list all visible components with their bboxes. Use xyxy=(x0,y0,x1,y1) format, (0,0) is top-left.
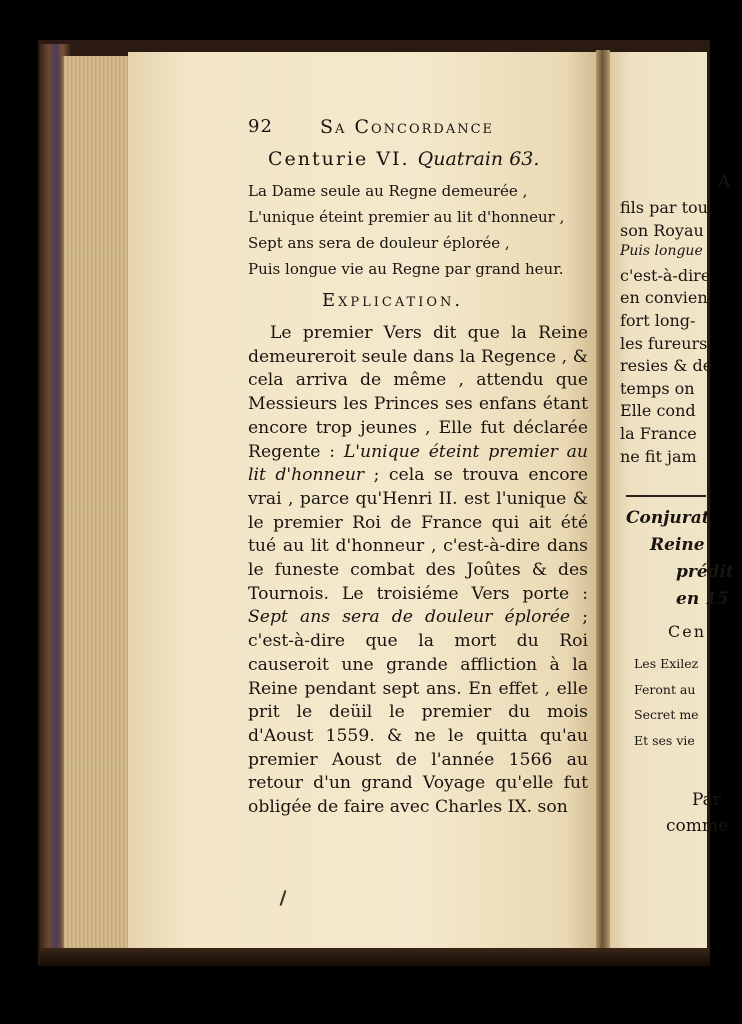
explication-paragraph xyxy=(248,322,588,820)
book-bottom-edge xyxy=(40,948,710,966)
verse-line-2: L'unique éteint premier au lit d'honneur , xyxy=(248,208,565,226)
page-block-edges xyxy=(62,56,136,951)
centurie-label: Centurie VI. xyxy=(268,148,410,170)
right-title-line: Reine xyxy=(650,535,705,555)
right-text-line: resies & de xyxy=(620,356,713,376)
explication-heading: Explication. xyxy=(322,290,464,311)
paragraph-quote-2: Sept ans sera de douleur éplorée xyxy=(248,607,571,628)
right-par-fragment: Par xyxy=(692,790,721,810)
right-text-line: Elle cond xyxy=(620,401,696,421)
book-gutter xyxy=(596,50,610,952)
page-number: 92 xyxy=(248,116,273,137)
verse-line-4: Puis longue vie au Regne par grand heur. xyxy=(248,260,564,278)
right-title-line: prédit xyxy=(676,562,734,582)
right-text-line: Puis longue xyxy=(620,243,703,260)
right-title-line: en 15 xyxy=(676,589,729,609)
centurie-heading xyxy=(268,148,588,170)
right-centurie-fragment: Cen xyxy=(668,622,707,641)
verse-line-1: La Dame seule au Regne demeurée , xyxy=(248,182,528,200)
right-rule xyxy=(626,495,706,497)
paragraph-text-1: Le premier Vers dit que la Reine demeureroit seule dans la Regence , & cela arriva de même , attendu que Messieurs les Princes ses enfans étant encore trop jeunes , Elle fut déclarée Regente : xyxy=(248,323,588,462)
right-text-line: en convien xyxy=(620,288,708,308)
right-text-line: les fureurs xyxy=(620,333,708,353)
right-page xyxy=(606,52,734,950)
right-text-line: c'est-à-dire xyxy=(620,265,711,285)
paragraph-quote-1: L'unique éteint premier au lit d'honneur xyxy=(248,441,588,486)
running-header xyxy=(248,112,588,142)
right-text-line: fort long- xyxy=(620,311,696,330)
right-text-line: ne fit jam xyxy=(620,446,697,466)
right-text-line: la France xyxy=(620,424,697,443)
right-text-line: son Royau xyxy=(620,220,704,240)
verse-line-3: Sept ans sera de douleur éplorée , xyxy=(248,234,510,252)
paragraph-text-3: ; c'est-à-dire que la mort du Roi causeroit une grande affliction à la Reine pendant sept ans. En effet , elle prit le deüil le premier du mois d'Aoust 1559. & ne le quitta qu'au premier Aoust de l'année 1566 au retour d'un grand Voyage qu'elle fut obligée de faire avec Charles IX. son xyxy=(248,607,588,818)
right-comme-fragment: comme xyxy=(666,816,729,836)
running-title: Sa Concordance xyxy=(320,116,495,138)
right-header-fragment: A xyxy=(718,172,731,192)
right-text-line: fils par tou xyxy=(620,198,708,217)
quatrain-label: Quatrain 63. xyxy=(417,148,540,170)
right-verse-fragment: Et ses vie xyxy=(634,732,695,748)
right-text-line: temps on xyxy=(620,378,695,398)
right-verse-fragment: Secret me xyxy=(634,707,699,722)
right-verse-fragment: Les Exilez xyxy=(634,656,699,671)
right-title-line: Conjurat xyxy=(626,508,710,528)
right-verse-fragment: Feront au xyxy=(634,681,696,697)
paragraph-text-2: ; cela se trouva encore vrai , parce qu'Henri II. est l'unique & le premier Roi de France qui ait été tué au lit d'honneur , c'est-à-dire dans le funeste combat des Joûtes & des Tournois. Le troisiéme Vers porte : xyxy=(248,465,588,604)
